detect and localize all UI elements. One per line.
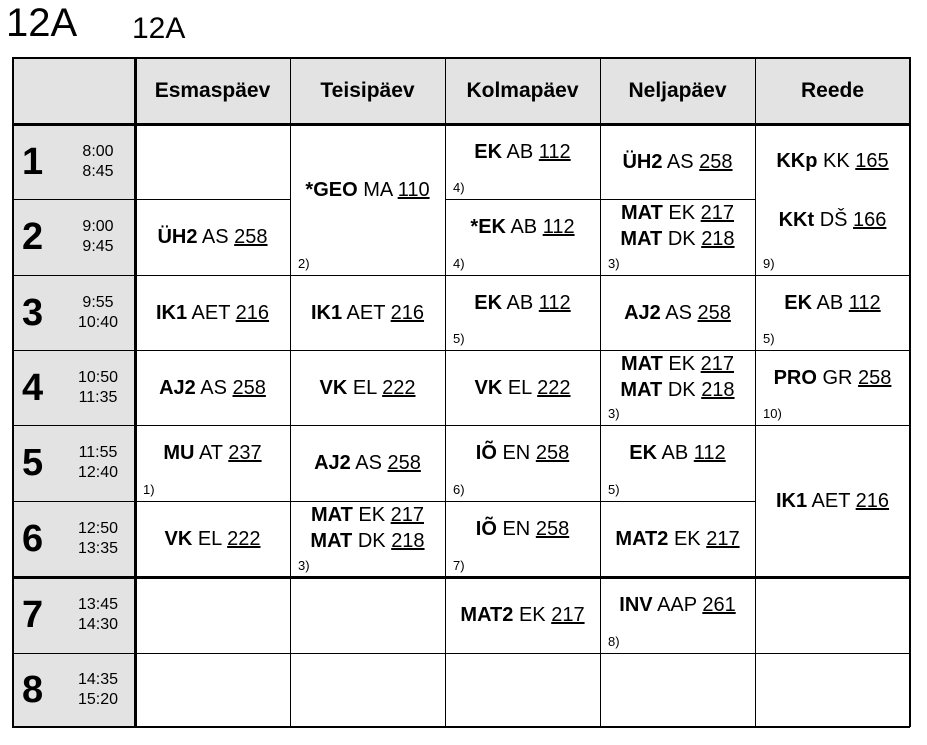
lesson-subject: MAT — [620, 353, 663, 375]
lesson-teacher: AB — [661, 442, 689, 464]
lesson-room: 166 — [853, 209, 887, 231]
period-start: 14:35 — [77, 671, 119, 688]
row-line — [135, 501, 290, 502]
lesson-entry — [445, 603, 600, 627]
lesson-subject: MAT — [310, 504, 353, 526]
period-end: 12:40 — [77, 464, 119, 481]
lesson-room: 258 — [697, 301, 731, 324]
period-start: 9:55 — [82, 293, 114, 311]
lesson-subject: IK1 — [775, 490, 808, 512]
lesson-room: 217 — [390, 504, 425, 526]
period-start: 11:55 — [78, 444, 118, 461]
row-line — [600, 350, 755, 351]
row-line — [12, 275, 135, 276]
footnote-marker: 6) — [453, 482, 465, 497]
lesson-room: 112 — [542, 216, 575, 238]
row-line — [135, 275, 290, 276]
row-line — [600, 501, 755, 502]
lesson-entry — [445, 441, 600, 465]
lesson-teacher: AS — [355, 452, 382, 474]
lesson-entry — [600, 378, 755, 402]
period-end: 9:45 — [82, 238, 114, 255]
period-header-3 — [12, 275, 135, 350]
lesson-teacher: DŠ — [819, 209, 848, 231]
row-line — [135, 350, 290, 351]
footnote-marker: 5) — [453, 331, 465, 346]
period-end: 10:40 — [77, 313, 119, 331]
lesson-subject: AJ2 — [159, 376, 196, 399]
period-time — [68, 443, 128, 483]
lesson-subject: KKp — [776, 150, 818, 172]
lesson-subject: *EK — [470, 216, 506, 238]
lesson-teacher: EL — [197, 528, 222, 550]
lesson-entry — [445, 140, 600, 164]
lesson-cell-wed-p7 — [445, 577, 600, 653]
lesson-room: 258 — [234, 226, 268, 248]
lesson-entry — [755, 208, 910, 232]
lesson-teacher: AS — [665, 301, 692, 324]
lesson-room: 217 — [700, 202, 735, 224]
period-time — [68, 293, 128, 333]
period-header-4 — [12, 350, 135, 425]
footnote-marker: 5) — [763, 331, 775, 346]
timetable-subtitle: 12A — [132, 12, 186, 45]
border-bottom — [12, 726, 910, 728]
period-end: 15:20 — [77, 691, 119, 708]
lesson-teacher: GR — [822, 366, 853, 389]
lesson-subject: EK — [474, 291, 503, 314]
lesson-room: 258 — [232, 376, 266, 399]
footnote-marker: 1) — [143, 482, 155, 497]
lesson-entry — [135, 527, 290, 551]
lesson-room: 112 — [848, 291, 881, 314]
period-number: 6 — [22, 518, 44, 560]
row-line — [135, 653, 290, 654]
lesson-room: 217 — [551, 604, 585, 626]
border-right — [909, 57, 911, 727]
lesson-cell-tue-p4 — [290, 350, 445, 425]
lesson-subject: MAT2 — [615, 528, 669, 550]
period-start: 8:00 — [82, 142, 114, 160]
lesson-entry — [290, 451, 445, 475]
lesson-cell-tue-p12 — [290, 124, 445, 275]
lesson-teacher: AT — [198, 442, 223, 464]
lesson-room: 222 — [537, 376, 571, 399]
footnote-marker: 9) — [763, 256, 775, 271]
row-line — [445, 653, 600, 654]
lesson-entry — [290, 376, 445, 400]
period-header-6 — [12, 501, 135, 577]
row-line — [135, 199, 290, 200]
afternoon-separator — [12, 576, 910, 579]
border-left — [12, 57, 14, 727]
timetable-title: 12A — [6, 1, 78, 45]
lesson-entry — [600, 301, 755, 325]
period-start: 13:45 — [77, 596, 119, 613]
lesson-cell-fri-p12 — [755, 124, 910, 275]
lesson-room: 258 — [699, 150, 733, 173]
lesson-entry — [755, 366, 910, 390]
lesson-cell-mon-p2 — [135, 199, 290, 275]
lesson-cell-wed-p3 — [445, 275, 600, 350]
lesson-cell-wed-p5 — [445, 425, 600, 501]
row-line — [600, 199, 755, 200]
lesson-teacher: KK — [823, 150, 850, 172]
footnote-marker: 4) — [453, 180, 465, 195]
lesson-subject: IK1 — [310, 301, 343, 324]
lesson-room: 261 — [702, 594, 736, 616]
period-header-7 — [12, 577, 135, 653]
lesson-entry — [290, 178, 445, 202]
lesson-subject: EK — [474, 140, 503, 163]
lesson-subject: IÕ — [475, 442, 497, 464]
row-line — [290, 275, 445, 276]
lesson-room: 258 — [535, 442, 570, 464]
period-time — [68, 217, 128, 257]
lesson-cell-wed-p1 — [445, 124, 600, 199]
lesson-cell-thu-p5 — [600, 425, 755, 501]
lesson-subject: EK — [784, 291, 813, 314]
lesson-room: 222 — [382, 376, 416, 399]
column-line — [445, 57, 446, 727]
lesson-teacher: DK — [667, 379, 696, 401]
lesson-cell-fri-p3 — [755, 275, 910, 350]
period-end: 14:30 — [77, 616, 119, 633]
row-line — [755, 425, 910, 426]
period-number: 7 — [22, 594, 44, 636]
footnote-marker: 3) — [608, 256, 620, 271]
lesson-teacher: EK — [518, 604, 546, 626]
lesson-entry — [600, 201, 755, 225]
lesson-entry — [600, 150, 755, 174]
lesson-subject: PRO — [773, 366, 817, 389]
lesson-room: 258 — [387, 452, 421, 474]
row-line — [445, 425, 600, 426]
lesson-teacher: EL — [352, 376, 377, 399]
lesson-teacher: AET — [346, 301, 386, 324]
lesson-cell-thu-p1 — [600, 124, 755, 199]
footnote-marker: 3) — [608, 406, 620, 421]
day-header-1: Esmaspäev — [135, 57, 290, 124]
lesson-subject: MAT — [620, 379, 663, 401]
lesson-room: 222 — [227, 528, 261, 550]
period-number: 1 — [22, 140, 44, 183]
lesson-subject: ÜH2 — [622, 150, 663, 173]
lesson-teacher: EL — [507, 376, 532, 399]
period-number: 8 — [22, 669, 44, 711]
lesson-entry — [445, 517, 600, 541]
lesson-subject: VK — [164, 528, 193, 550]
period-start: 12:50 — [77, 520, 119, 537]
row-line — [755, 275, 910, 276]
lesson-subject: ÜH2 — [157, 226, 198, 248]
lesson-cell-mon-p5 — [135, 425, 290, 501]
lesson-teacher: EK — [673, 528, 701, 550]
lesson-room: 258 — [858, 366, 892, 389]
period-start: 10:50 — [77, 368, 119, 386]
footnote-marker: 7) — [453, 558, 465, 573]
lesson-cell-fri-p4 — [755, 350, 910, 425]
lesson-entry — [600, 441, 755, 465]
period-number: 5 — [22, 442, 44, 484]
column-line — [290, 57, 291, 727]
row-line — [12, 501, 135, 502]
lesson-cell-thu-p7 — [600, 577, 755, 653]
header-corner — [12, 57, 135, 124]
lesson-entry — [135, 301, 290, 325]
lesson-teacher: DK — [667, 228, 696, 250]
lesson-room: 217 — [706, 528, 740, 550]
row-line — [12, 350, 135, 351]
day-header-3: Kolmapäev — [445, 57, 600, 124]
lesson-subject: MAT — [310, 530, 353, 552]
lesson-cell-thu-p4 — [600, 350, 755, 425]
row-line — [12, 425, 135, 426]
lesson-subject: KKt — [778, 209, 815, 231]
lesson-entry — [445, 291, 600, 315]
row-line — [445, 199, 600, 200]
lesson-room: 216 — [390, 301, 425, 324]
row-line — [290, 425, 445, 426]
lesson-room: 216 — [235, 301, 270, 324]
lesson-entry — [600, 527, 755, 551]
lesson-room: 112 — [538, 291, 571, 314]
lesson-entry — [445, 376, 600, 400]
lesson-entry — [290, 529, 445, 553]
lesson-room: 165 — [855, 150, 889, 172]
lesson-teacher: MA — [363, 178, 393, 201]
lesson-room: 216 — [855, 490, 890, 512]
lesson-cell-mon-p3 — [135, 275, 290, 350]
lesson-teacher: EK — [668, 202, 696, 224]
row-line — [290, 501, 445, 502]
row-line — [755, 653, 910, 654]
row-line — [600, 653, 755, 654]
lesson-entry — [290, 301, 445, 325]
lesson-teacher: AS — [201, 226, 229, 248]
period-end: 13:35 — [77, 540, 119, 557]
period-number: 2 — [22, 216, 44, 258]
lesson-teacher: EK — [668, 353, 696, 375]
row-line — [135, 425, 290, 426]
lesson-room: 112 — [538, 140, 571, 163]
lesson-teacher: AET — [811, 490, 851, 512]
lesson-room: 217 — [700, 353, 735, 375]
period-header-2 — [12, 199, 135, 275]
footnote-marker: 10) — [763, 406, 782, 421]
period-time — [68, 670, 128, 710]
lesson-cell-thu-p6 — [600, 501, 755, 577]
lesson-teacher: AB — [816, 291, 844, 314]
row-line — [445, 501, 600, 502]
period-time — [68, 368, 128, 408]
lesson-entry — [755, 489, 910, 513]
lesson-teacher: AS — [200, 376, 227, 399]
lesson-cell-thu-p2 — [600, 199, 755, 275]
lesson-entry — [290, 503, 445, 527]
lesson-entry — [135, 441, 290, 465]
day-header-2: Teisipäev — [290, 57, 445, 124]
lesson-subject: VK — [474, 376, 503, 399]
lesson-subject: MAT2 — [460, 604, 514, 626]
lesson-subject: VK — [319, 376, 348, 399]
column-line — [755, 57, 756, 727]
lesson-teacher: EK — [358, 504, 386, 526]
lesson-entry — [600, 593, 755, 617]
lesson-room: 258 — [535, 518, 570, 540]
period-header-8 — [12, 653, 135, 727]
lesson-subject: IK1 — [155, 301, 188, 324]
period-number: 3 — [22, 291, 44, 334]
period-end: 11:35 — [78, 388, 118, 406]
row-line — [445, 350, 600, 351]
lesson-cell-tue-p6 — [290, 501, 445, 577]
lesson-subject: INV — [619, 594, 653, 616]
lesson-cell-wed-p2 — [445, 199, 600, 275]
lesson-cell-thu-p3 — [600, 275, 755, 350]
period-start: 9:00 — [82, 218, 114, 235]
lesson-teacher: AB — [510, 216, 538, 238]
lesson-subject: MAT — [620, 202, 663, 224]
row-line — [12, 199, 135, 200]
lesson-entry — [135, 225, 290, 249]
lesson-cell-mon-p6 — [135, 501, 290, 577]
lesson-room: 112 — [693, 442, 726, 464]
row-line — [290, 653, 445, 654]
lesson-subject: AJ2 — [314, 452, 351, 474]
lesson-teacher: AB — [506, 291, 534, 314]
row-line — [290, 350, 445, 351]
row-line — [600, 275, 755, 276]
lesson-cell-wed-p4 — [445, 350, 600, 425]
lesson-teacher: EN — [502, 442, 531, 464]
period-time — [68, 595, 128, 635]
lesson-teacher: AET — [191, 301, 231, 324]
lesson-subject: *GEO — [305, 178, 358, 201]
row-line — [755, 350, 910, 351]
lesson-subject: IÕ — [475, 518, 497, 540]
day-header-4: Neljapäev — [600, 57, 755, 124]
period-time — [68, 142, 128, 182]
lesson-cell-wed-p6 — [445, 501, 600, 577]
footnote-marker: 8) — [608, 634, 620, 649]
border-top — [12, 57, 910, 59]
lesson-teacher: AB — [506, 140, 534, 163]
lesson-cell-tue-p3 — [290, 275, 445, 350]
period-end: 8:45 — [82, 162, 114, 180]
row-line — [12, 653, 135, 654]
lesson-entry — [755, 291, 910, 315]
footnote-marker: 3) — [298, 558, 310, 573]
header-separator — [12, 123, 910, 126]
lesson-room: 218 — [391, 530, 425, 552]
day-header-5: Reede — [755, 57, 910, 124]
column-line — [600, 57, 601, 727]
footnote-marker: 4) — [453, 256, 465, 271]
lesson-teacher: EN — [502, 518, 531, 540]
lesson-teacher: DK — [357, 530, 386, 552]
lesson-cell-mon-p4 — [135, 350, 290, 425]
period-header-1 — [12, 124, 135, 199]
lesson-entry — [600, 352, 755, 376]
lesson-subject: MAT — [620, 228, 663, 250]
rowhead-separator — [134, 57, 137, 727]
lesson-teacher: AAP — [657, 594, 697, 616]
lesson-cell-fri-p56 — [755, 425, 910, 577]
footnote-marker: 5) — [608, 482, 620, 497]
period-number: 4 — [22, 366, 44, 409]
lesson-teacher: AS — [666, 150, 694, 173]
period-header-5 — [12, 425, 135, 501]
lesson-subject: MU — [163, 442, 195, 464]
lesson-room: 218 — [701, 379, 735, 401]
lesson-entry — [755, 149, 910, 173]
lesson-room: 110 — [397, 178, 430, 201]
lesson-subject: EK — [629, 442, 658, 464]
lesson-cell-tue-p5 — [290, 425, 445, 501]
lesson-entry — [135, 376, 290, 400]
lesson-room: 237 — [228, 442, 262, 464]
lesson-entry — [445, 215, 600, 239]
lesson-entry — [600, 227, 755, 251]
row-line — [445, 275, 600, 276]
lesson-room: 218 — [701, 228, 735, 250]
row-line — [600, 425, 755, 426]
period-time — [68, 519, 128, 559]
footnote-marker: 2) — [298, 256, 310, 271]
lesson-subject: AJ2 — [624, 301, 661, 324]
